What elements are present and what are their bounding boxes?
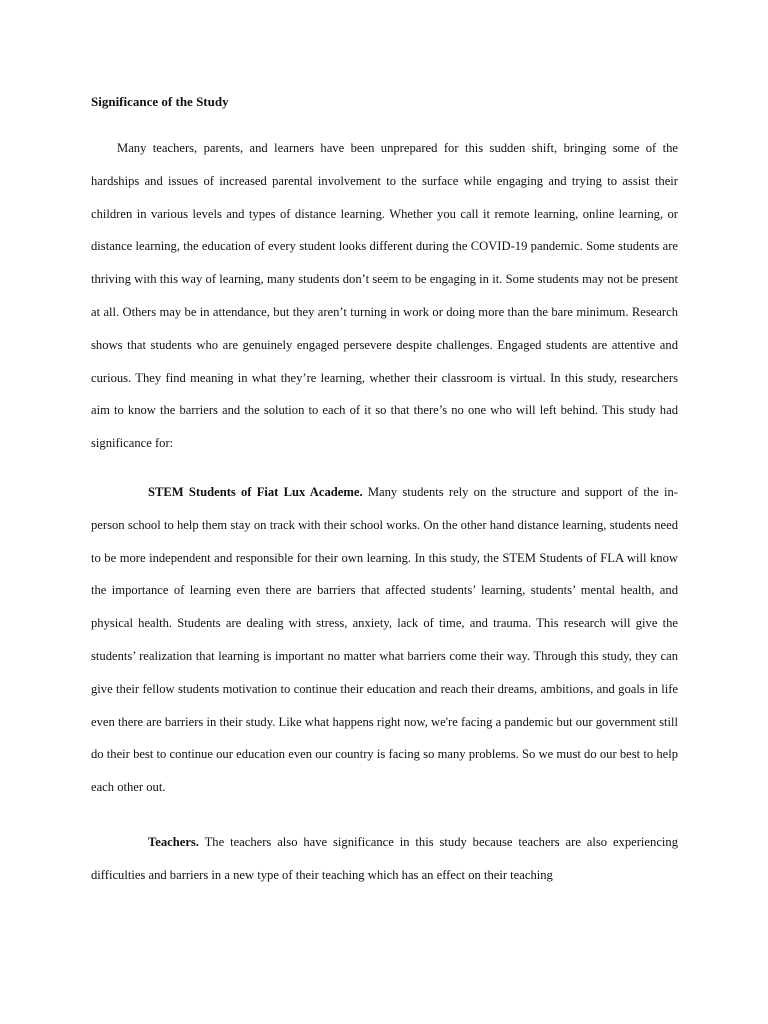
- stem-students-paragraph: [91, 476, 678, 804]
- teachers-paragraph: [91, 826, 678, 892]
- document-page: [91, 88, 678, 892]
- teachers-lead: Teachers.: [148, 834, 199, 849]
- stem-students-body: Many students rely on the structure and support of the in-person school to help them stay on track with their school works. On the other hand distance learning, students need to be more independent and responsible for their own learning. In this study, the STEM Students of FLA will know the importance of learning even there are barriers that affected students’ learning, students’ mental health, and physical health. Students are dealing with stress, anxiety, lack of time, and trauma. This research will give the students’ realization that learning is important no matter what barriers come their way. Through this study, they can give their fellow students motivation to continue their education and reach their dreams, ambitions, and goals in life even there are barriers in their study. Like what happens right now, we're facing a pandemic but our government still do their best to continue our education even our country is facing so many problems. So we must do our best to help each other out.: [91, 484, 678, 795]
- teachers-body: The teachers also have significance in this study because teachers are also experiencing difficulties and barriers in a new type of their teaching which has an effect on their teaching: [91, 834, 678, 882]
- intro-paragraph: Many teachers, parents, and learners have been unprepared for this sudden shift, bringing some of the hardships and issues of increased parental involvement to the surface while engaging and trying to assist their children in various levels and types of distance learning. Whether you call it remote learning, online learning, or distance learning, the education of every student looks different during the COVID-19 pandemic. Some students are thriving with this way of learning, many students don’t seem to be engaging in it. Some students may not be present at all. Others may be in attendance, but they aren’t turning in work or doing more than the bare minimum. Research shows that students who are genuinely engaged persevere despite challenges. Engaged students are attentive and curious. They find meaning in what they’re learning, whether their classroom is virtual. In this study, researchers aim to know the barriers and the solution to each of it so that there’s no one who will left behind. This study had significance for:: [91, 141, 678, 451]
- section-heading: Significance of the Study: [91, 94, 229, 109]
- stem-students-lead: STEM Students of Fiat Lux Academe.: [148, 484, 363, 499]
